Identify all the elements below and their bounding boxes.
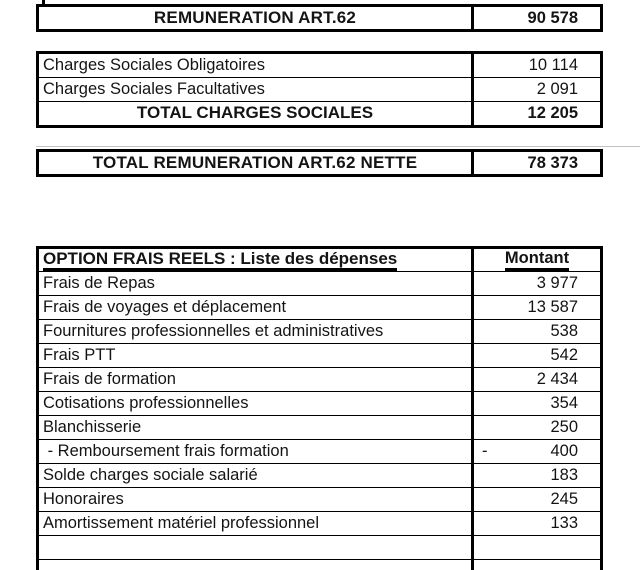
total-nette-box xyxy=(36,149,603,177)
table-row xyxy=(39,559,600,570)
table-row xyxy=(39,78,600,102)
remuneration-value: 90 578 xyxy=(471,7,600,29)
charge-value: 2 091 xyxy=(536,79,578,98)
table-row xyxy=(39,367,600,391)
table-row xyxy=(39,415,600,439)
frais-reels-grid xyxy=(39,249,600,570)
expense-label-cell: Frais PTT xyxy=(39,343,473,367)
expense-value-cell xyxy=(473,295,601,319)
expense-label-cell: Frais de voyages et déplacement xyxy=(39,295,473,319)
remuneration-label: REMUNERATION ART.62 xyxy=(153,8,357,27)
expense-value-cell xyxy=(473,343,601,367)
expense-value: 250 xyxy=(550,417,578,436)
expense-value: 245 xyxy=(550,489,578,508)
expense-value-cell xyxy=(473,391,601,415)
expense-value-cell xyxy=(473,535,601,559)
charges-sociales-grid xyxy=(39,54,600,125)
total-charges-label-cell: TOTAL CHARGES SOCIALES xyxy=(39,101,473,125)
expense-value: 3 977 xyxy=(536,273,578,292)
frais-header-label-cell xyxy=(39,249,473,271)
expense-label-cell: Blanchisserie xyxy=(39,415,473,439)
expense-value: 354 xyxy=(550,393,578,412)
expense-value-cell xyxy=(473,439,601,463)
expense-label-cell: Cotisations professionnelles xyxy=(39,391,473,415)
expense-label-cell xyxy=(39,535,473,559)
total-nette-label: TOTAL REMUNERATION ART.62 NETTE xyxy=(92,153,418,172)
charge-label-cell: Charges Sociales Facultatives xyxy=(39,78,473,102)
expense-value-cell xyxy=(473,415,601,439)
total-charges-value-cell xyxy=(473,101,601,125)
table-row xyxy=(39,54,600,78)
expense-label-cell: Amortissement matériel professionnel xyxy=(39,511,473,535)
table-row xyxy=(39,535,600,559)
expense-label-cell: Frais de Repas xyxy=(39,271,473,295)
frais-rows xyxy=(39,271,600,570)
expense-value-cell xyxy=(473,367,601,391)
table-row-total xyxy=(39,101,600,125)
expense-value: 400 xyxy=(550,441,578,460)
expense-value-cell xyxy=(473,511,601,535)
remuneration-box xyxy=(36,4,603,32)
expense-value: 13 587 xyxy=(527,297,578,316)
table-row xyxy=(39,391,600,415)
expense-label-cell: Solde charges sociale salarié xyxy=(39,463,473,487)
expense-value-cell xyxy=(473,271,601,295)
expense-label-cell: Fournitures professionnelles et administratives xyxy=(39,319,473,343)
expense-label-cell xyxy=(39,559,473,570)
frais-header-label: OPTION FRAIS REELS : Liste des dépenses xyxy=(43,250,397,271)
table-row xyxy=(39,271,600,295)
expense-label-cell: Honoraires xyxy=(39,487,473,511)
montant-header-label: Montant xyxy=(505,250,569,270)
table-row xyxy=(39,439,600,463)
charge-value: 10 114 xyxy=(528,56,578,75)
table-row xyxy=(39,487,600,511)
expense-label-cell: - Remboursement frais formation xyxy=(39,439,473,463)
page-separator-line xyxy=(36,146,640,147)
expense-value-cell xyxy=(473,559,601,570)
table-row xyxy=(39,511,600,535)
expense-value: 183 xyxy=(550,465,578,484)
frais-header-row xyxy=(39,249,600,271)
total-nette-value: 78 373 xyxy=(471,152,600,174)
charge-value-cell xyxy=(473,78,601,102)
expense-value: 538 xyxy=(550,321,578,340)
expense-value: 542 xyxy=(550,345,578,364)
total-charges-value: 12 205 xyxy=(527,103,578,122)
expense-value: 2 434 xyxy=(536,369,578,388)
expense-label-cell: Frais de formation xyxy=(39,367,473,391)
expense-value-cell xyxy=(473,319,601,343)
table-row xyxy=(39,343,600,367)
negative-sign: - xyxy=(482,441,488,460)
charge-value-cell xyxy=(473,54,601,78)
expense-value: 133 xyxy=(550,513,578,532)
table-row xyxy=(39,295,600,319)
charges-sociales-table xyxy=(36,51,603,128)
expense-value-cell xyxy=(473,463,601,487)
montant-header-cell xyxy=(473,249,601,271)
frais-reels-table xyxy=(36,246,603,570)
table-row xyxy=(39,463,600,487)
charge-label-cell: Charges Sociales Obligatoires xyxy=(43,56,265,75)
expense-value-cell xyxy=(473,487,601,511)
table-row xyxy=(39,319,600,343)
